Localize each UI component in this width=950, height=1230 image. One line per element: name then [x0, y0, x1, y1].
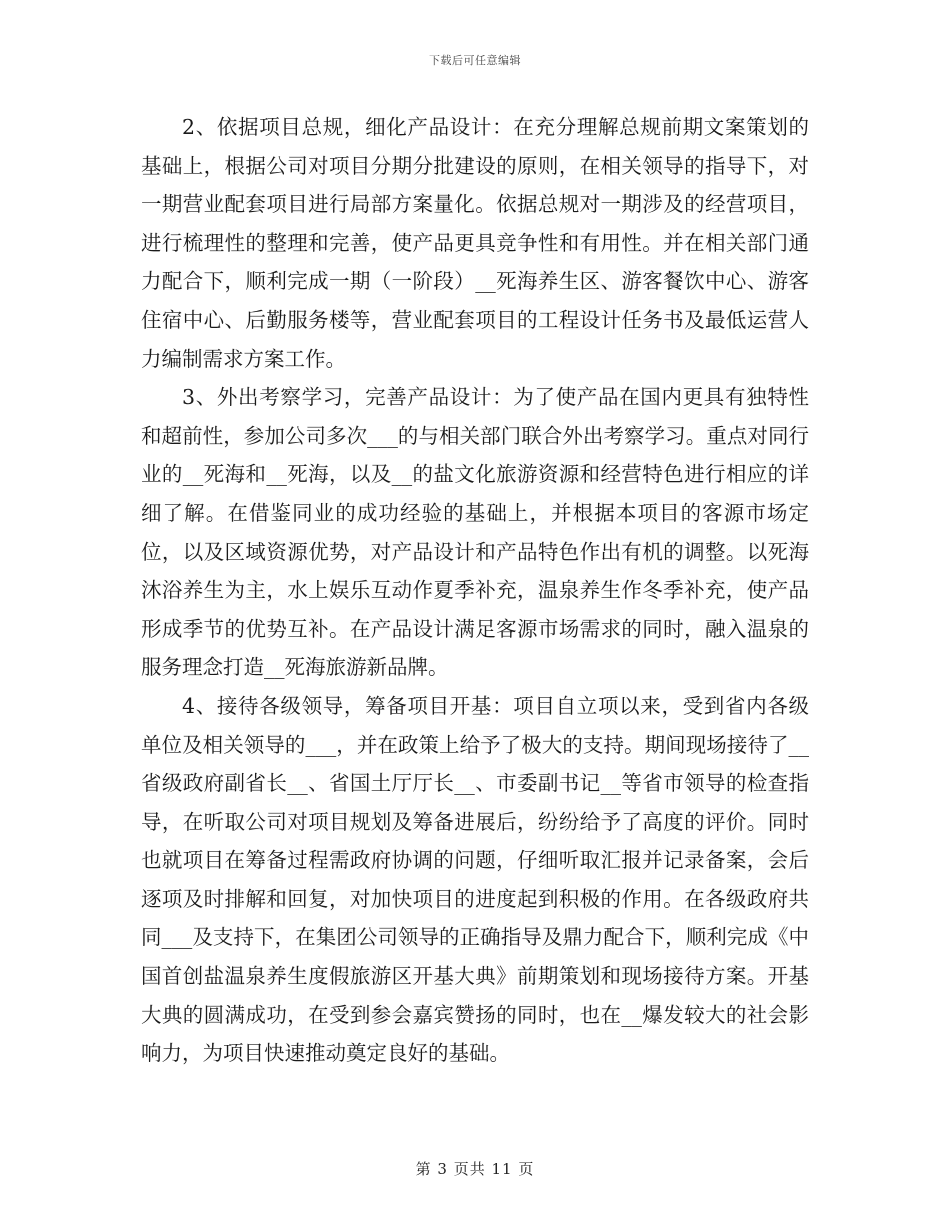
paragraph-item-3: 3、外出考察学习，完善产品设计：为了使产品在国内更具有独特性和超前性，参加公司多次___的与相关部门联合外出考察学习。重点对同行业的__死海和__死海，以及__的盐文化旅游资源和经营特色进行相应的详细了解。在借鉴同业的成功经验的基础上，并根据本项目的客源市场定位，以及区域资源优势，对产品设计和产品特色作出有机的调整。以死海沐浴养生为主，水上娱乐互动作夏季补充，温泉养生作冬季补充，使产品形成季节的优势互补。在产品设计满足客源市场需求的同时，融入温泉的服务理念打造__死海旅游新品牌。 — [141, 385, 809, 680]
page-header: 下载后可任意编辑 — [429, 54, 521, 67]
page-number-footer: 第 3 页共 11 页 — [415, 1160, 535, 1178]
paragraph-item-4: 4、接待各级领导，筹备项目开基：项目自立项以来，受到省内各级单位及相关领导的___，并在政策上给予了极大的支持。期间现场接待了__省级政府副省长__、省国土厅厅长__、市委副书记__等省市领导的检查指导，在听取公司对项目规划及筹备进展后，纷纷给予了高度的评价。同时也就项目在筹备过程需政府协调的问题，仔细听取汇报并记录备案，会后逐项及时排解和回复，对加快项目的进度起到积极的作用。在各级政府共同___及支持下，在集团公司领导的正确指导及鼎力配合下，顺利完成《中国首创盐温泉养生度假旅游区开基大典》前期策划和现场接待方案。开基大典的圆满成功，在受到参会嘉宾赞扬的同时，也在__爆发较大的社会影响力，为项目快速推动奠定良好的基础。 — [141, 693, 809, 1066]
document-body — [141, 108, 809, 1073]
paragraph-item-2: 2、依据项目总规，细化产品设计：在充分理解总规前期文案策划的基础上，根据公司对项目分期分批建设的原则，在相关领导的指导下，对一期营业配套项目进行局部方案量化。依据总规对一期涉及的经营项目，进行梳理性的整理和完善，使产品更具竞争性和有用性。并在相关部门通力配合下，顺利完成一期（一阶段）__死海养生区、游客餐饮中心、游客住宿中心、后勤服务楼等，营业配套项目的工程设计任务书及最低运营人力编制需求方案工作。 — [141, 115, 809, 371]
